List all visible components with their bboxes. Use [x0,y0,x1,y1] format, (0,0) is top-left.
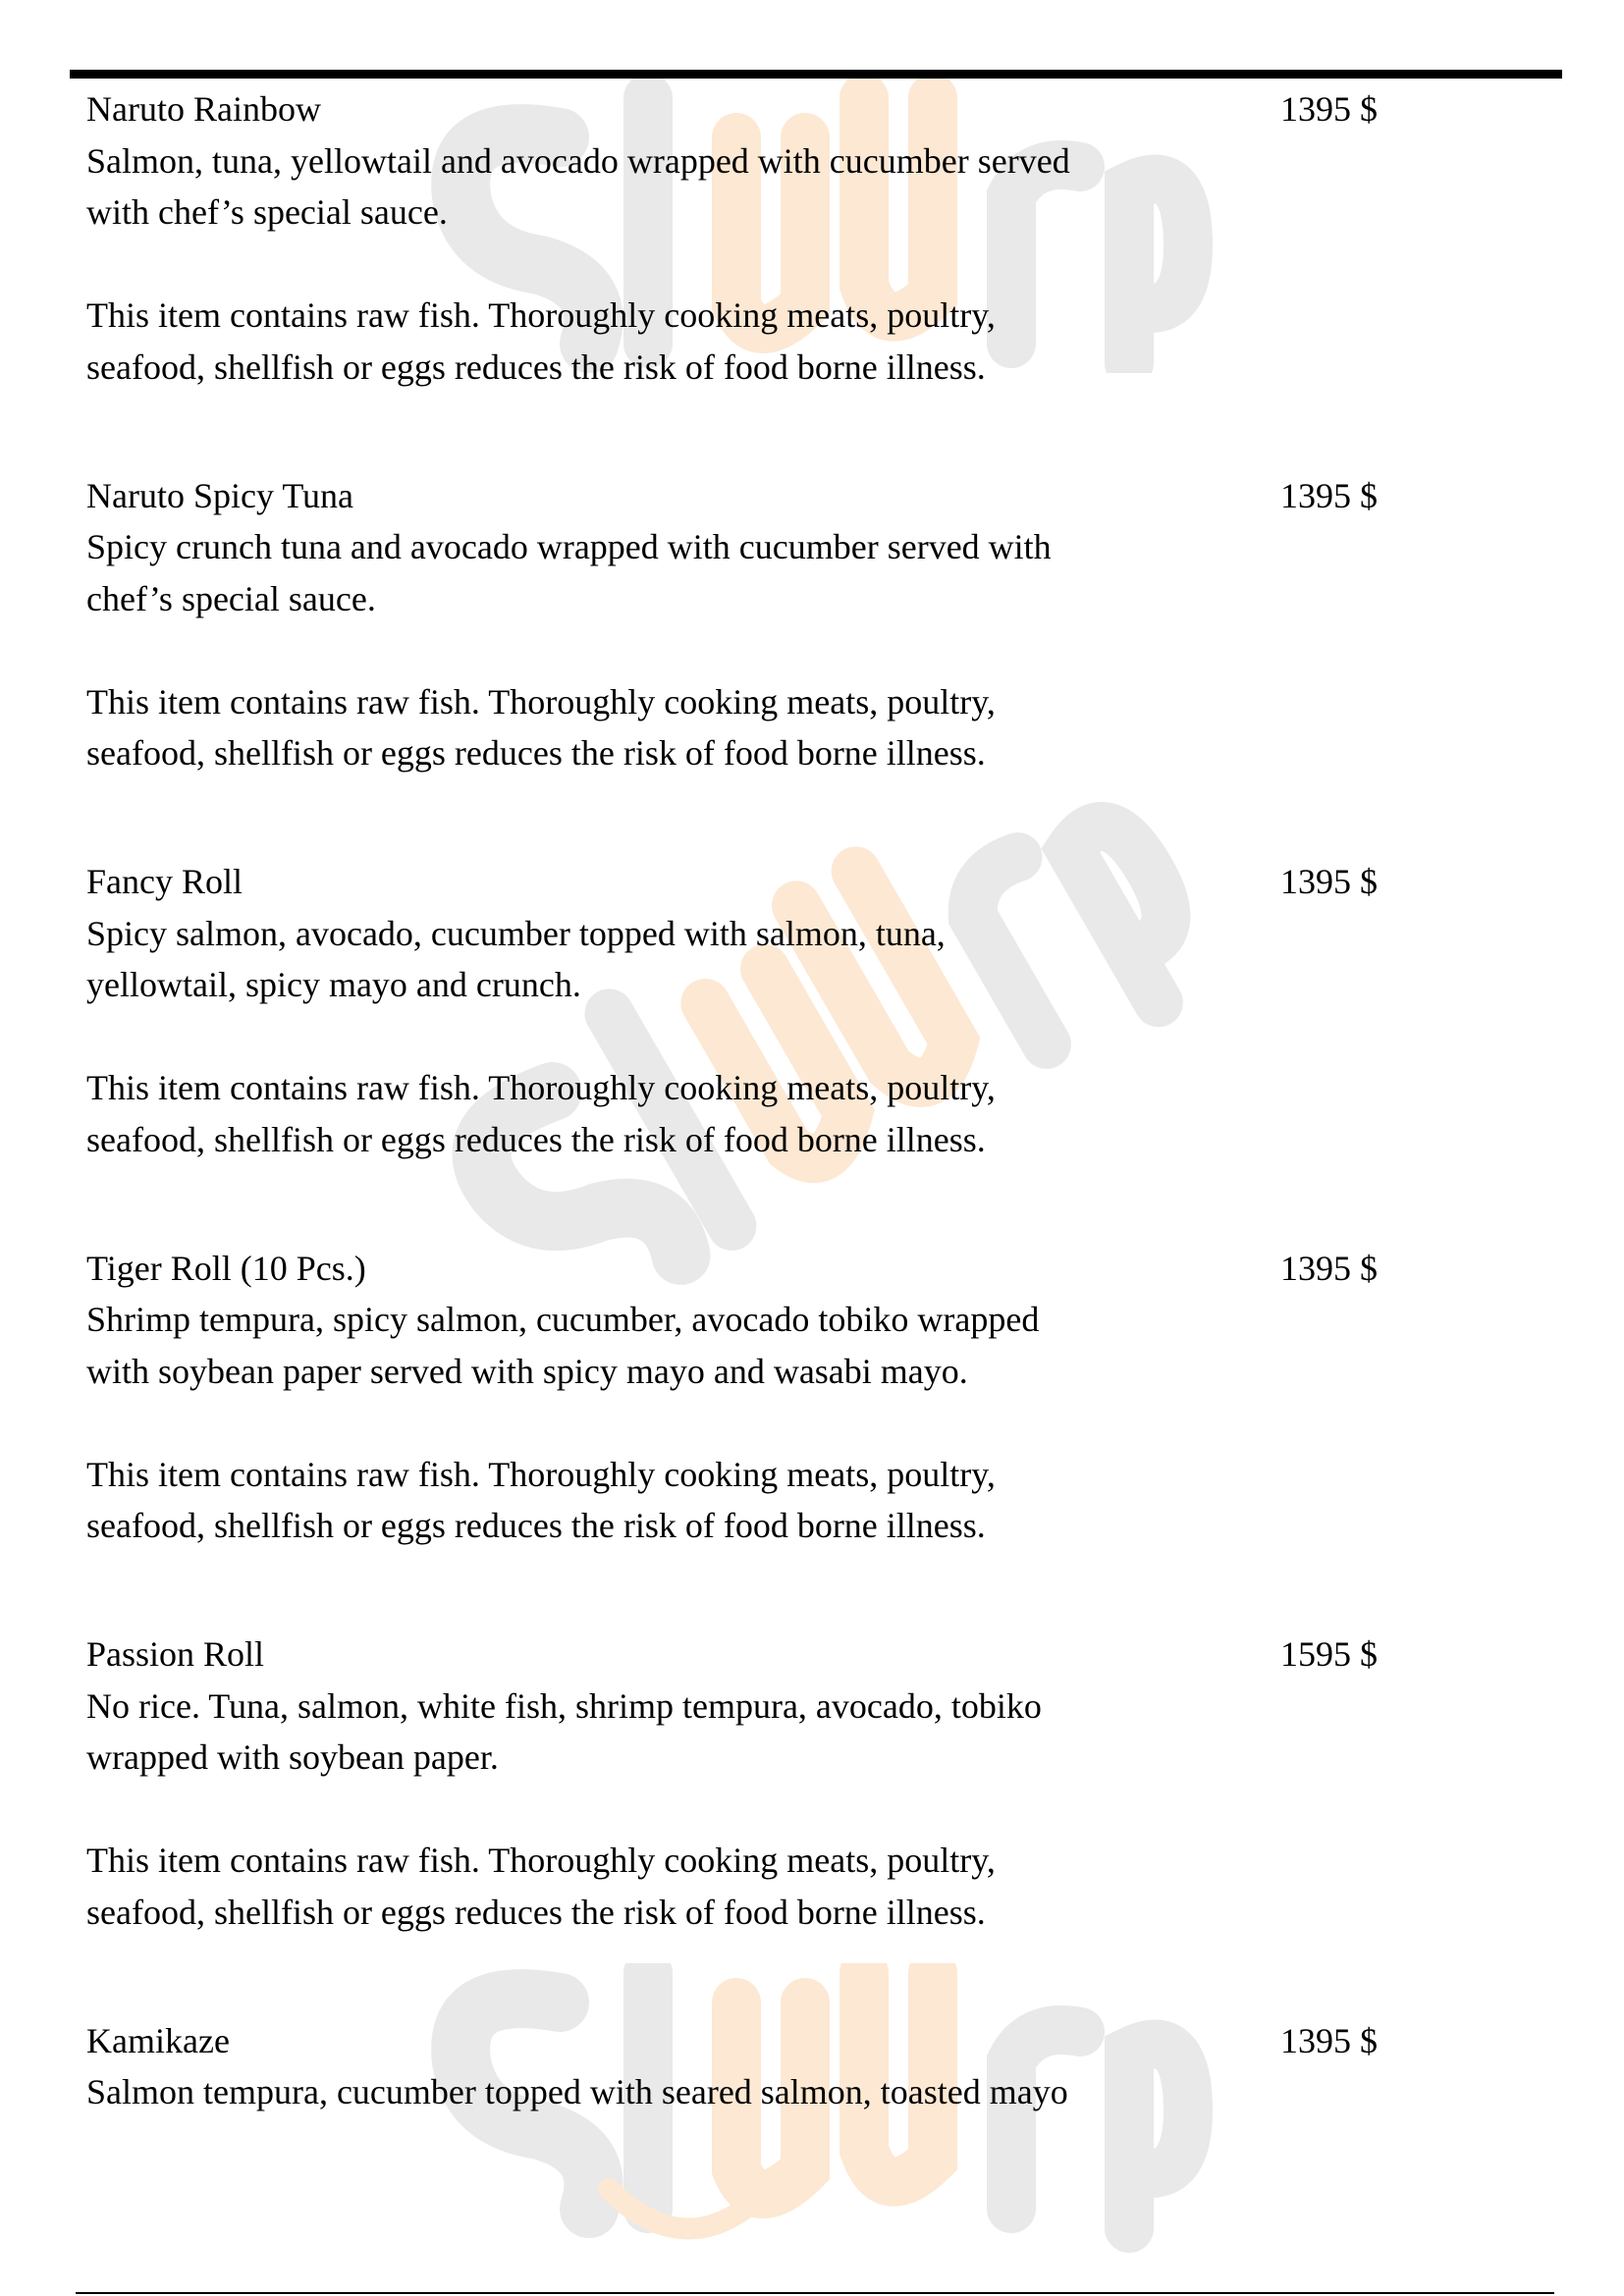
raw-fish-warning [86,290,1255,393]
warning-line: This item contains raw fish. Thoroughly cooking meats, poultry, [86,1454,996,1494]
item-price: 1395 $ [1280,2020,1378,2060]
item-name: Kamikaze [86,2020,230,2060]
menu-item [86,2015,1255,2118]
item-price: 1395 $ [1280,862,1378,901]
item-description-line: Shrimp tempura, spicy salmon, cucumber, avocado tobiko wrapped [86,1300,1040,1339]
raw-fish-warning [86,1449,1255,1552]
menu-item [86,470,1255,779]
item-price: 1395 $ [1280,89,1378,129]
warning-line: This item contains raw fish. Thoroughly cooking meats, poultry, [86,1068,996,1107]
item-description-line: No rice. Tuna, salmon, white fish, shrimp tempura, avocado, tobiko [86,1685,1042,1726]
warning-line: seafood, shellfish or eggs reduces the risk of food borne illness. [86,347,986,387]
menu-item [86,83,1255,393]
item-description-line: with chef’s special sauce. [86,192,448,232]
item-name: Passion Roll [86,1634,265,1674]
item-description-line: Spicy salmon, avocado, cucumber topped with salmon, tuna, [86,913,946,953]
menu-item [86,1629,1255,1938]
item-price: 1395 $ [1280,475,1378,515]
warning-line: seafood, shellfish or eggs reduces the risk of food borne illness. [86,1892,986,1932]
item-description-line: chef’s special sauce. [86,578,376,618]
item-name: Fancy Roll [86,862,243,901]
raw-fish-warning [86,1062,1255,1165]
item-description-line: wrapped with soybean paper. [86,1737,499,1777]
warning-line: seafood, shellfish or eggs reduces the risk of food borne illness. [86,1506,986,1545]
item-price: 1595 $ [1280,1634,1378,1674]
warning-line: This item contains raw fish. Thoroughly cooking meats, poultry, [86,295,996,335]
item-name: Tiger Roll (10 Pcs.) [86,1248,366,1288]
raw-fish-warning [86,676,1255,779]
warning-line: This item contains raw fish. Thoroughly cooking meats, poultry, [86,1841,996,1880]
item-description-line: yellowtail, spicy mayo and crunch. [86,965,581,1004]
warning-line: This item contains raw fish. Thoroughly cooking meats, poultry, [86,681,996,721]
item-name: Naruto Spicy Tuna [86,475,354,515]
item-name: Naruto Rainbow [86,89,321,129]
warning-line: seafood, shellfish or eggs reduces the risk of food borne illness. [86,1119,986,1159]
item-description-line: Salmon, tuna, yellowtail and avocado wrapped with cucumber served [86,140,1070,181]
item-price: 1395 $ [1280,1248,1378,1288]
item-description-line: with soybean paper served with spicy mayo and wasabi mayo. [86,1351,968,1391]
item-description-line: Spicy crunch tuna and avocado wrapped with cucumber served with [86,527,1052,566]
raw-fish-warning [86,1835,1255,1938]
item-description-line: Salmon tempura, cucumber topped with seared salmon, toasted mayo [86,2072,1068,2111]
menu-item [86,1243,1255,1552]
warning-line: seafood, shellfish or eggs reduces the risk of food borne illness. [86,733,986,773]
menu-item [86,856,1255,1165]
